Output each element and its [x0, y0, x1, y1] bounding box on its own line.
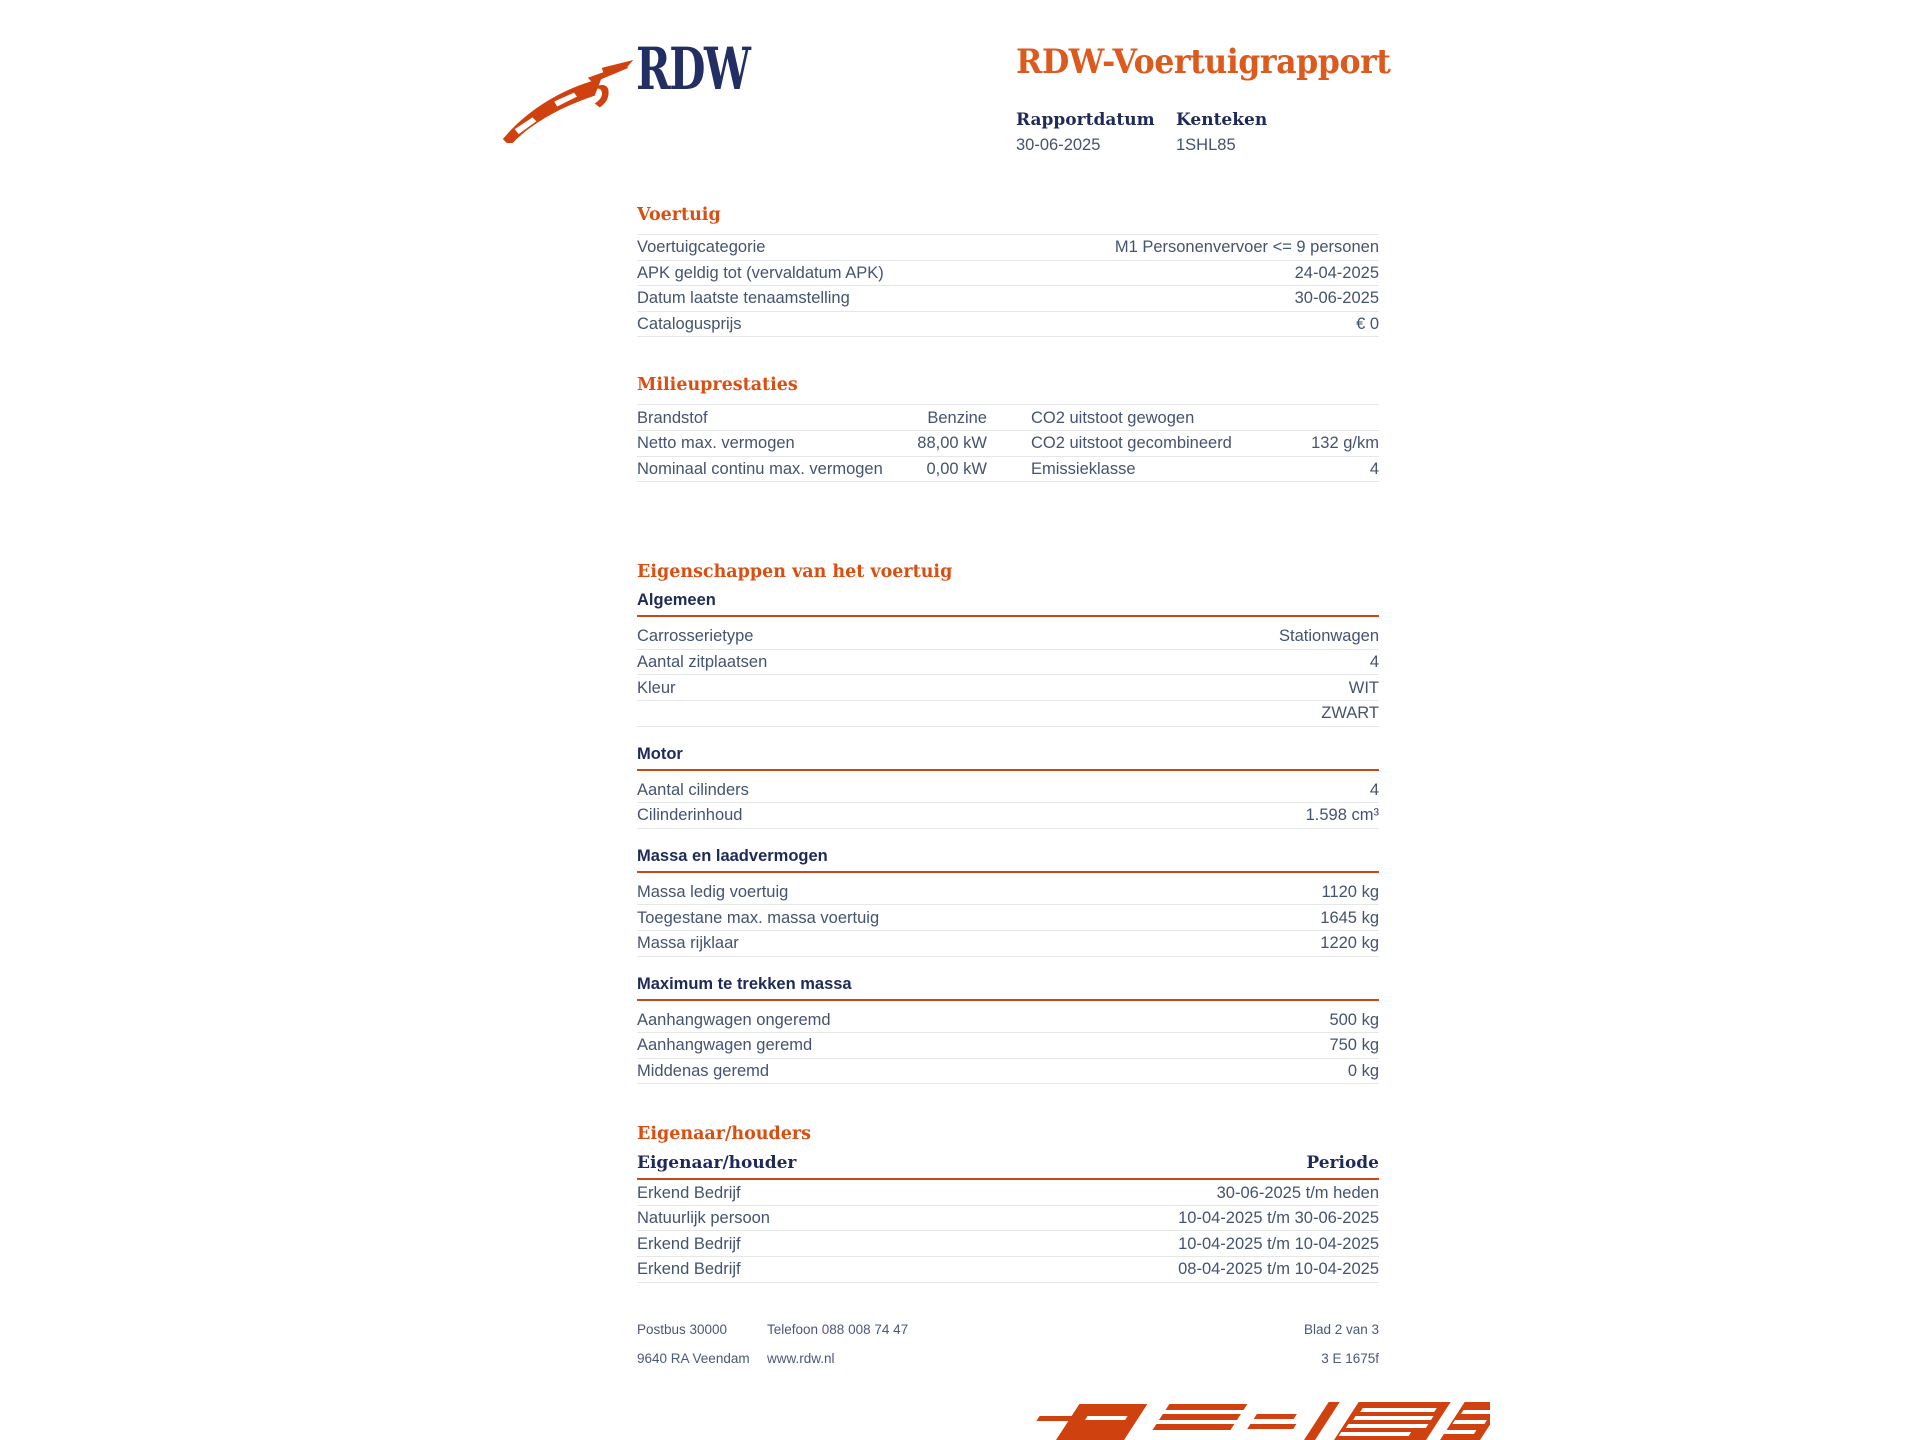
subsection-motor [637, 745, 1379, 829]
row-value: 750 kg [1329, 1036, 1379, 1055]
row-value: 0,00 kW [926, 459, 987, 478]
row-value: Benzine [927, 408, 987, 427]
row-label: Massa ledig voertuig [637, 882, 789, 901]
row-value: 132 g/km [1311, 434, 1379, 453]
table-row [637, 312, 1379, 338]
row-label: Emissieklasse [1031, 459, 1136, 478]
row-label: Brandstof [637, 408, 708, 427]
row-label: Erkend Bedrijf [637, 1183, 741, 1202]
table-row [637, 675, 1379, 701]
footer-page-indicator: Blad 2 van 3 [1303, 1322, 1379, 1337]
row-value: 4 [1369, 652, 1379, 671]
section-title: Milieuprestaties [637, 375, 798, 396]
report-date-value: 30-06-2025 [1016, 136, 1101, 154]
footer-website: www.rdw.nl [767, 1351, 835, 1366]
license-plate-label: Kenteken [1176, 110, 1268, 130]
row-value: 30-06-2025 t/m heden [1216, 1183, 1379, 1202]
subsection-title: Massa en laadvermogen [637, 847, 1379, 873]
row-label: Aantal cilinders [637, 780, 749, 799]
footer-city: 9640 RA Veendam [637, 1351, 750, 1366]
row-label: Catalogusprijs [637, 315, 742, 333]
row-label: APK geldig tot (vervaldatum APK) [637, 263, 884, 282]
section-voertuig [637, 205, 1379, 337]
section-title: Eigenschappen van het voertuig [637, 562, 953, 583]
table-row [637, 405, 1379, 431]
subsection-algemeen [637, 591, 1379, 726]
table-row [637, 431, 1379, 457]
row-value: 10-04-2025 t/m 10-04-2025 [1178, 1234, 1379, 1253]
row-label: Voertuigcategorie [637, 238, 766, 257]
section-title: Voertuig [637, 205, 721, 225]
table-row [637, 457, 1379, 483]
row-value: 4 [1369, 780, 1379, 799]
row-value: 88,00 kW [917, 434, 987, 453]
subsection-title: Algemeen [637, 591, 1379, 617]
footer-postbus: Postbus 30000 [637, 1322, 728, 1337]
row-label: Nominaal continu max. vermogen [637, 459, 883, 478]
row-label: Netto max. vermogen [637, 434, 795, 453]
report-date-label: Rapportdatum [1016, 110, 1155, 130]
table-row [637, 803, 1379, 829]
page-footer [637, 1322, 1379, 1380]
report-body [637, 205, 1379, 1283]
row-label: Aanhangwagen geremd [637, 1036, 813, 1055]
report-meta [1016, 110, 1303, 155]
table-row [637, 778, 1379, 804]
column-header-owner: Eigenaar/houder [637, 1153, 797, 1174]
row-label: Cilinderinhoud [637, 806, 743, 825]
row-label: Datum laatste tenaamstelling [637, 289, 850, 308]
section-milieuprestaties [637, 375, 1379, 482]
table-row [637, 701, 1379, 727]
rdw-feather-icon [498, 60, 648, 144]
table-row [637, 1231, 1379, 1257]
row-label: Kleur [637, 678, 676, 697]
row-value: 500 kg [1329, 1010, 1379, 1029]
row-label: Aantal zitplaatsen [637, 652, 768, 671]
row-value: Stationwagen [1279, 627, 1379, 646]
row-value: 1120 kg [1321, 882, 1379, 901]
row-value: 1220 kg [1320, 934, 1379, 953]
row-label: Massa rijklaar [637, 934, 739, 953]
row-value: 4 [1369, 459, 1379, 478]
owner-table-header [637, 1153, 1379, 1180]
table-row [637, 1008, 1379, 1034]
subsection-massa [637, 847, 1379, 957]
section-title: Eigenaar/houders [637, 1124, 811, 1145]
table-row [637, 1257, 1379, 1283]
table-row [637, 1059, 1379, 1085]
table-row [637, 624, 1379, 650]
row-value: 1645 kg [1320, 908, 1379, 927]
section-eigenschappen [637, 562, 1379, 1084]
table-row [637, 1180, 1379, 1206]
subsection-title: Maximum te trekken massa [637, 975, 1379, 1001]
row-label: Middenas geremd [637, 1061, 770, 1080]
row-value: 24-04-2025 [1294, 263, 1379, 282]
row-value: ZWART [1321, 704, 1379, 723]
row-label: CO2 uitstoot gecombineerd [1031, 434, 1232, 453]
row-label: Erkend Bedrijf [637, 1260, 741, 1279]
table-row [637, 880, 1379, 906]
table-row [637, 1206, 1379, 1232]
row-value: 0 kg [1347, 1061, 1379, 1080]
row-value: 30-06-2025 [1294, 289, 1379, 308]
subsection-trekken-massa [637, 975, 1379, 1085]
row-label: Natuurlijk persoon [637, 1209, 770, 1228]
row-label: CO2 uitstoot gewogen [1031, 408, 1195, 427]
row-value: M1 Personenvervoer <= 9 personen [1114, 238, 1379, 257]
footer-form-code: 3 E 1675f [1321, 1351, 1379, 1366]
row-label: Toegestane max. massa voertuig [637, 908, 880, 927]
table-row [637, 235, 1379, 261]
row-label: Carrosserietype [637, 627, 754, 646]
table-row [637, 650, 1379, 676]
table-row [637, 261, 1379, 287]
row-label: Erkend Bedrijf [637, 1234, 741, 1253]
row-value: WIT [1348, 678, 1379, 697]
table-row [637, 905, 1379, 931]
table-row [637, 931, 1379, 957]
row-value: 1.598 cm³ [1305, 806, 1379, 825]
row-value: € 0 [1356, 315, 1379, 333]
row-label: Aanhangwagen ongeremd [637, 1010, 831, 1029]
page-title: RDW-Voertuigrapport [1016, 42, 1391, 82]
row-value: 08-04-2025 t/m 10-04-2025 [1178, 1260, 1379, 1279]
license-plate-value: 1SHL85 [1176, 136, 1236, 154]
column-header-period: Periode [1306, 1153, 1379, 1174]
section-eigenaar-houders [637, 1124, 1379, 1282]
table-row [637, 1033, 1379, 1059]
rdw-logo-text: RDW [636, 35, 750, 103]
table-row [637, 286, 1379, 312]
row-value: 10-04-2025 t/m 30-06-2025 [1178, 1209, 1379, 1228]
footer-phone: Telefoon 088 008 74 47 [767, 1322, 909, 1337]
subsection-title: Motor [637, 745, 1379, 771]
rdw-speed-stripes-graphic [1030, 1400, 1490, 1440]
